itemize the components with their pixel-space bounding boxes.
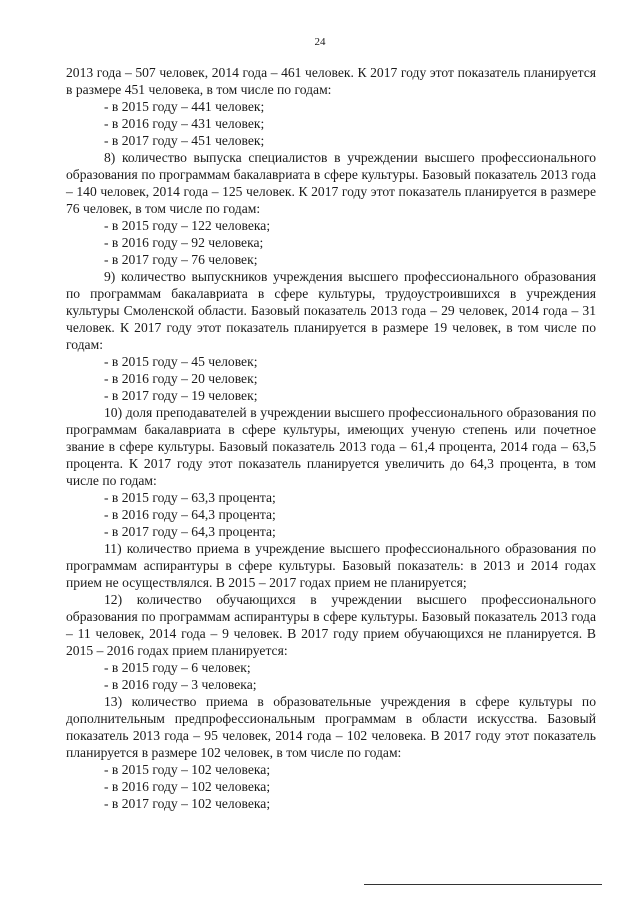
list-item: - в 2016 году – 64,3 процента; xyxy=(104,507,276,522)
paragraph-item-10: 10) доля преподавателей в учреждении высшего профессионального образования по программам бакалавриата в сфере культуры, имеющих ученую степень или почетное звание в сфере культуры. Базовый показатель 2013 года – 61,4 процента, 2014 года – 63,5 процента. К 2017 году этот показатель планируется увеличить до 64,3 процента, в том числе по годам: xyxy=(66,405,596,488)
list-item: - в 2016 году – 102 человека; xyxy=(104,779,271,794)
paragraph-continuation: 2013 года – 507 человек, 2014 года – 461 человек. К 2017 году этот показатель планируется в размере 451 человека, в том числе по годам: xyxy=(66,65,596,97)
paragraph-item-8: 8) количество выпуска специалистов в учреждении высшего профессионального образования по программам бакалавриата в сфере культуры. Базовый показатель 2013 года – 140 человек, 2014 года – 125 человек. К 2017 году этот показатель планируется в размере 76 человек, в том числе по годам: xyxy=(66,150,596,216)
list-item: - в 2015 году – 63,3 процента; xyxy=(104,490,276,505)
list-item: - в 2017 году – 451 человек; xyxy=(104,133,265,148)
list-item: - в 2017 году – 102 человека; xyxy=(104,796,271,811)
footer-rule xyxy=(364,884,602,885)
paragraph-item-11: 11) количество приема в учреждение высшего профессионального образования по программам аспирантуры в сфере культуры. Базовый показатель: в 2013 и 2014 годах прием не осуществлялся. В 2015 – 2017 годах прием не планируется; xyxy=(66,541,596,590)
list-item: - в 2015 году – 102 человека; xyxy=(104,762,271,777)
list-item: - в 2016 году – 3 человека; xyxy=(104,677,257,692)
list-item: - в 2017 году – 64,3 процента; xyxy=(104,524,276,539)
list-item: - в 2015 году – 45 человек; xyxy=(104,354,258,369)
list-item: - в 2017 году – 76 человек; xyxy=(104,252,258,267)
paragraph-item-13: 13) количество приема в образовательные учреждения в сфере культуры по дополнительным предпрофессиональным программам в области искусства. Базовый показатель 2013 года – 95 человек, 2014 года – 102 человека. В 2017 году этот показатель планируется в размере 102 человек, в том числе по годам: xyxy=(66,694,596,760)
list-item: - в 2015 году – 122 человека; xyxy=(104,218,271,233)
list-item: - в 2015 году – 441 человек; xyxy=(104,99,265,114)
list-item: - в 2016 году – 92 человека; xyxy=(104,235,264,250)
list-item: - в 2017 году – 19 человек; xyxy=(104,388,258,403)
page-number: 24 xyxy=(314,36,326,48)
list-item: - в 2016 году – 431 человек; xyxy=(104,116,265,131)
document-body xyxy=(66,64,596,812)
list-item: - в 2016 году – 20 человек; xyxy=(104,371,258,386)
paragraph-item-12: 12) количество обучающихся в учреждении высшего профессионального образования по программам аспирантуры в сфере культуры. Базовый показатель 2013 года – 11 человек, 2014 года – 9 человек. В 2017 году прием обучающихся не планируется. В 2015 – 2016 годах прием планируется: xyxy=(66,592,596,658)
paragraph-item-9: 9) количество выпускников учреждения высшего профессионального образования по программам бакалавриата в сфере культуры, трудоустроившихся в учреждения культуры Смоленской области. Базовый показатель 2013 года – 29 человек, 2014 года – 31 человек. К 2017 году этот показатель планируется в размере 19 человек, в том числе по годам: xyxy=(66,269,596,352)
list-item: - в 2015 году – 6 человек; xyxy=(104,660,251,675)
